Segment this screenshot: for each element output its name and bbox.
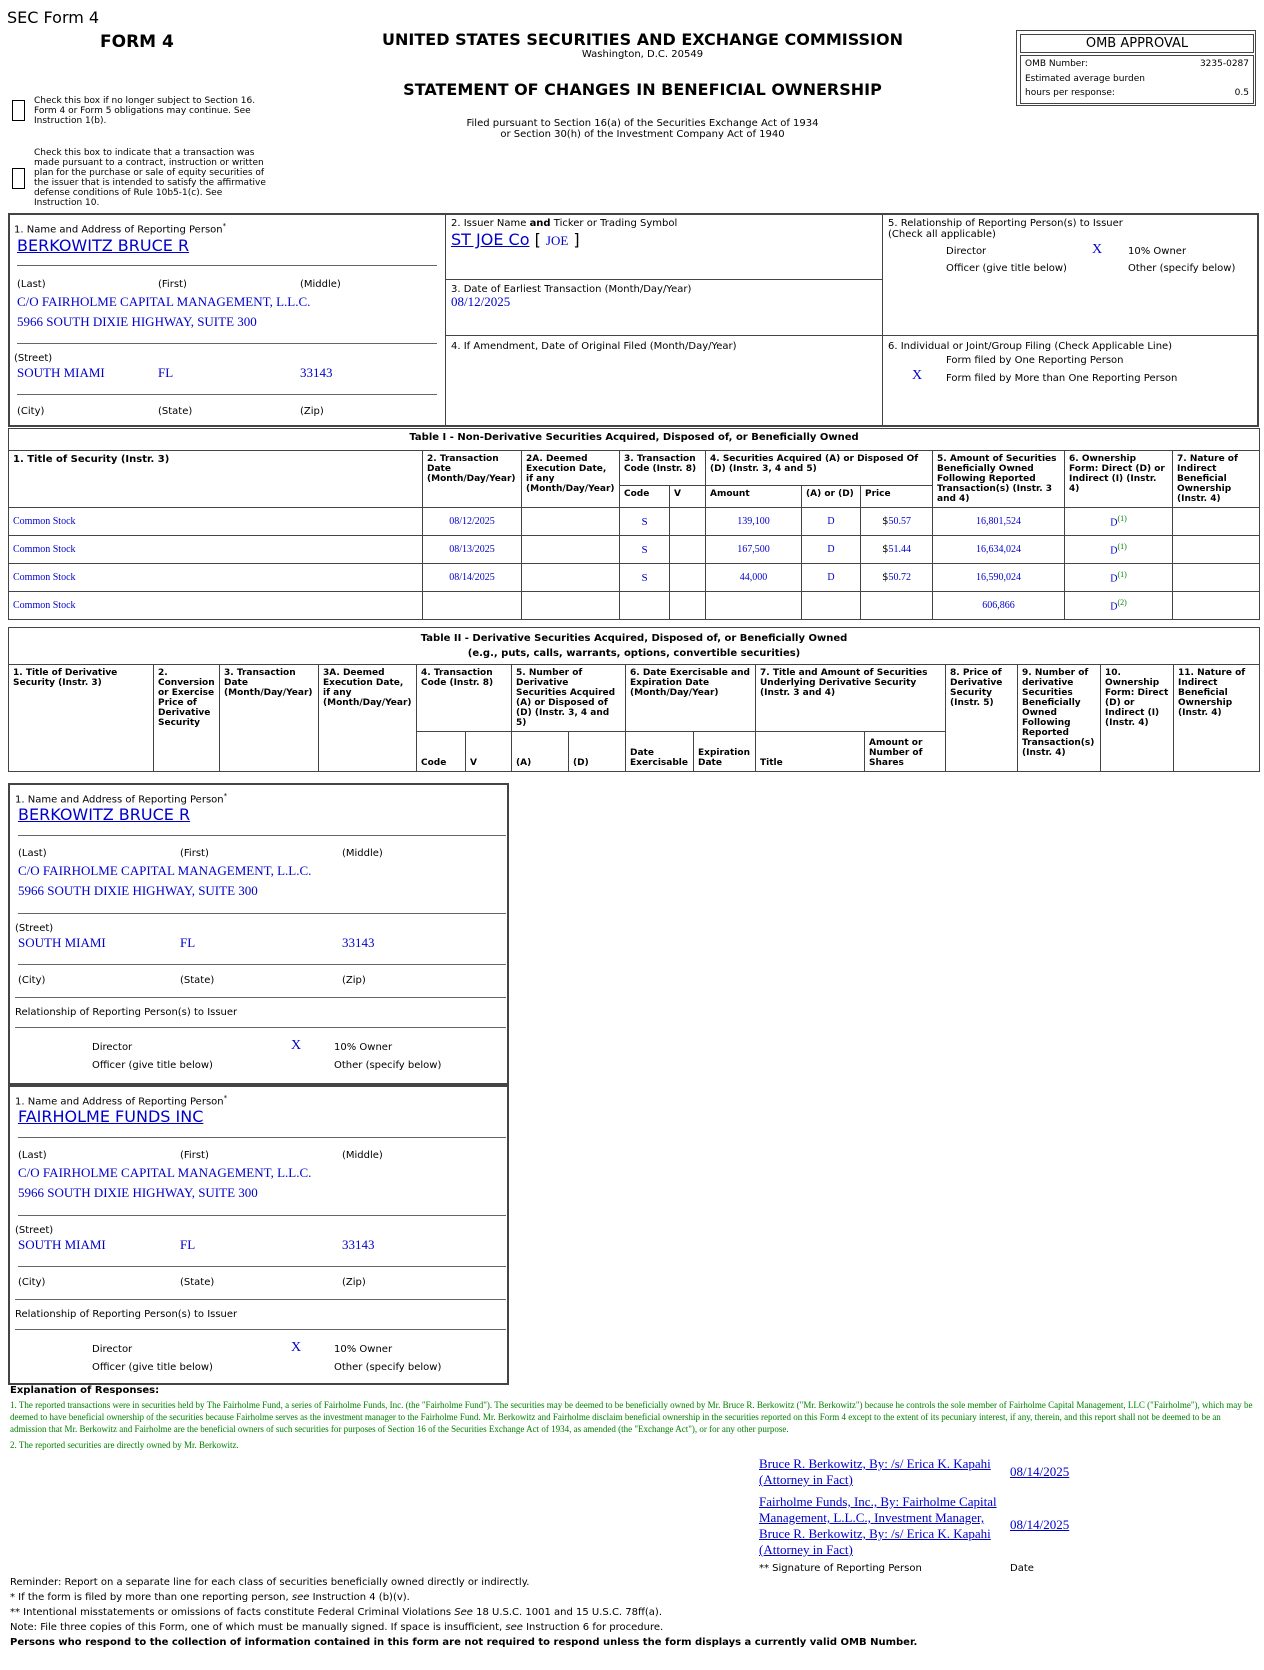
filed-pursuant-1: Filed pursuant to Section 16(a) of the Securities Exchange Act of 1934: [466, 118, 819, 129]
t1-h-title: 1. Title of Security (Instr. 3): [9, 451, 423, 508]
price: $50.72: [861, 564, 933, 592]
security-title: Common Stock: [9, 592, 423, 620]
zip-value: 33143: [342, 1237, 375, 1252]
more-person-mark: X: [912, 368, 923, 383]
ten-percent-owner-mark: X: [291, 1340, 302, 1355]
form-title: FORM 4: [100, 32, 174, 52]
rule10b5-text: Check this box to indicate that a transaction was made pursuant to a contract, instruction or written plan for the purchase or sale of equity securities of the issuer that is intended to satisfy the affirmative defense conditions of Rule 10b5-1(c). See Instruction 10.: [34, 148, 266, 208]
person-label: 1. Name and Address of Reporting Person*: [15, 1094, 228, 1108]
middle-label: (Middle): [342, 848, 383, 859]
nature-indirect: [1173, 592, 1260, 620]
director-label: Director: [946, 246, 987, 257]
transaction-date: 08/12/2025: [423, 508, 522, 536]
last-label: (Last): [18, 848, 47, 859]
person-name-link[interactable]: BERKOWITZ BRUCE R: [18, 805, 191, 824]
issuer-line: ST JOE Co [ JOE ]: [451, 230, 580, 249]
rule10b5-checkbox[interactable]: [12, 168, 25, 189]
deemed-date: [522, 592, 620, 620]
t1-h-price: Price: [861, 485, 933, 507]
amount: 167,500: [706, 536, 802, 564]
acquired-disposed: D: [802, 536, 861, 564]
ownership-form: $D^{(1)}$: [1065, 508, 1173, 536]
transaction-code: S: [620, 508, 670, 536]
agency-city: Washington, D.C. 20549: [581, 49, 704, 60]
director-label: Director: [92, 1344, 133, 1355]
ten-percent-owner-mark: X: [291, 1038, 302, 1053]
signature-2-date[interactable]: 08/14/2025: [1010, 1517, 1070, 1532]
deemed-date: [522, 508, 620, 536]
other-label: Other (specify below): [1128, 263, 1236, 274]
t1-h-acquired: 4. Securities Acquired (A) or Disposed Of (D) (Instr. 3, 4 and 5): [706, 451, 933, 486]
t2-h-owned: 9. Number of derivative Securities Beneficially Owned Following Reported Transaction(s) (Instr. 4): [1018, 665, 1101, 772]
price: $51.44: [861, 536, 933, 564]
t1-h-date: 2. Transaction Date (Month/Day/Year): [423, 451, 522, 508]
ownership-form: $D^{(1)}$: [1065, 564, 1173, 592]
acquired-disposed: [802, 592, 861, 620]
city-value: SOUTH MIAMI: [18, 1237, 106, 1252]
filed-pursuant-2: or Section 30(h) of the Investment Company Act of 1940: [500, 129, 785, 140]
t1-h-deemed: 2A. Deemed Execution Date, if any (Month/Day/Year): [522, 451, 620, 508]
t1-h-owned: 5. Amount of Securities Beneficially Owned Following Reported Transaction(s) (Instr. 3 and 4): [933, 451, 1065, 508]
footnote-ref: (2): [1117, 598, 1127, 608]
other-label: Other (specify below): [334, 1060, 442, 1071]
acquired-disposed: D: [802, 564, 861, 592]
ten-percent-owner-mark: X: [1092, 242, 1103, 257]
security-title: Common Stock: [9, 536, 423, 564]
city-label: (City): [17, 406, 45, 417]
person-name-link[interactable]: FAIRHOLME FUNDS INC: [18, 1107, 204, 1126]
omb-number: 3235-0287: [1199, 59, 1249, 69]
transaction-date: 08/14/2025: [423, 564, 522, 592]
city-label: (City): [18, 1277, 46, 1288]
price: [861, 592, 933, 620]
t1-h-form: 6. Ownership Form: Direct (D) or Indirect (I) (Instr. 4): [1065, 451, 1173, 508]
date-label: Date: [1010, 1563, 1034, 1574]
acquired-disposed: D: [802, 508, 861, 536]
ownership-form: $D^{(1)}$: [1065, 536, 1173, 564]
middle-label: (Middle): [342, 1150, 383, 1161]
v-flag: [670, 564, 706, 592]
relationship-label: Relationship of Reporting Person(s) to Issuer: [15, 1007, 238, 1018]
amount: 44,000: [706, 564, 802, 592]
address-line-2: 5966 SOUTH DIXIE HIGHWAY, SUITE 300: [18, 1185, 258, 1200]
state-value: FL: [180, 1237, 196, 1252]
ticker-symbol: JOE: [545, 233, 569, 248]
section16-text: Check this box if no longer subject to Section 16. Form 4 or Form 5 obligations may continue. See Instruction 1(b).: [34, 96, 256, 126]
sec-form-label: SEC Form 4: [7, 8, 100, 27]
owned-following: 16,634,024: [933, 536, 1065, 564]
city-label: (City): [18, 975, 46, 986]
table-ii-title: Table II - Derivative Securities Acquired, Disposed of, or Beneficially Owned (e.g., puts, calls, warrants, options, convertible securities): [9, 628, 1260, 665]
other-label: Other (specify below): [334, 1362, 442, 1373]
t2-h-code-sub: Code: [417, 732, 466, 772]
t2-h-deemed: 3A. Deemed Execution Date, if any (Month/Day/Year): [319, 665, 417, 772]
zip-label: (Zip): [342, 975, 366, 986]
footer-misstatements: ** Intentional misstatements or omissions of facts constitute Federal Criminal Violations See 18 U.S.C. 1001 and 15 U.S.C. 78ff(a).: [10, 1607, 663, 1618]
t1-h-aord: (A) or (D): [802, 485, 861, 507]
ten-percent-owner-label: 10% Owner: [334, 1042, 393, 1053]
footnote-ref: (1): [1117, 570, 1127, 580]
signature-1[interactable]: Bruce R. Berkowitz, By: /s/ Erica K. Kapahi (Attorney in Fact): [759, 1456, 991, 1487]
box4-label: 4. If Amendment, Date of Original Filed (Month/Day/Year): [451, 341, 737, 352]
t2-h-form: 10. Ownership Form: Direct (D) or Indirect (I) (Instr. 4): [1101, 665, 1174, 772]
relationship-label: Relationship of Reporting Person(s) to Issuer: [15, 1309, 238, 1320]
earliest-transaction-date: 08/12/2025: [451, 294, 511, 309]
v-flag: [670, 592, 706, 620]
last-label: (Last): [17, 279, 46, 290]
street-label: (Street): [15, 1225, 54, 1236]
state-value: FL: [158, 365, 174, 380]
t2-h-d: (D): [569, 732, 626, 772]
box1-label: 1. Name and Address of Reporting Person*: [14, 222, 227, 236]
transaction-code: S: [620, 536, 670, 564]
amount: [706, 592, 802, 620]
footer-multiple: * If the form is filed by more than one reporting person, see Instruction 4 (b)(v).: [10, 1592, 410, 1603]
nature-indirect: [1173, 508, 1260, 536]
omb-hours-label: hours per response:: [1025, 88, 1115, 98]
box3-label: 3. Date of Earliest Transaction (Month/Day/Year): [451, 284, 692, 295]
t2-h-price: 8. Price of Derivative Security (Instr. 5): [946, 665, 1018, 772]
footer-omb-notice: Persons who respond to the collection of information contained in this form are not required to respond unless the form displays a currently valid OMB Number.: [10, 1637, 918, 1648]
t2-h-underlying: 7. Title and Amount of Securities Underlying Derivative Security (Instr. 3 and 4): [756, 665, 946, 732]
footer-note: Note: File three copies of this Form, one of which must be manually signed. If space is insufficient, see Instruction 6 for procedure.: [10, 1622, 664, 1633]
ten-percent-owner-label: 10% Owner: [1128, 246, 1187, 257]
t2-h-underlying-title: Title: [756, 732, 865, 772]
zip-label: (Zip): [300, 406, 324, 417]
footnote-ref: (1): [1117, 514, 1127, 524]
omb-approval-box: [1016, 30, 1256, 106]
table-i-title: Table I - Non-Derivative Securities Acquired, Disposed of, or Beneficially Owned: [9, 429, 1260, 451]
t2-h-conversion: 2. Conversion or Exercise Price of Derivative Security: [154, 665, 220, 772]
officer-label: Officer (give title below): [92, 1362, 213, 1373]
address-line-1: C/O FAIRHOLME CAPITAL MANAGEMENT, L.L.C.: [17, 294, 311, 309]
reporting-person-box: [8, 783, 509, 1085]
explanation-title: Explanation of Responses:: [10, 1385, 160, 1396]
omb-burden-label: Estimated average burden: [1025, 74, 1145, 84]
t2-h-shares: Amount or Number of Shares: [865, 732, 946, 772]
person-label: 1. Name and Address of Reporting Person*: [15, 792, 228, 806]
address-line-2: 5966 SOUTH DIXIE HIGHWAY, SUITE 300: [18, 883, 258, 898]
table-row: [9, 536, 1260, 564]
t2-h-exercisable: 6. Date Exercisable and Expiration Date (Month/Day/Year): [626, 665, 756, 732]
t2-h-v: V: [466, 732, 512, 772]
statement-title: STATEMENT OF CHANGES IN BENEFICIAL OWNERSHIP: [403, 80, 882, 99]
footer-reminder: Reminder: Report on a separate line for each class of securities beneficially owned directly or indirectly.: [10, 1577, 530, 1588]
table-row: [9, 592, 1260, 620]
t1-h-code-sub: Code: [620, 485, 670, 507]
last-label: (Last): [18, 1150, 47, 1161]
t2-h-number: 5. Number of Derivative Securities Acquired (A) or Disposed of (D) (Instr. 3, 4 and 5): [512, 665, 626, 732]
owned-following: 606,866: [933, 592, 1065, 620]
signature-2[interactable]: Fairholme Funds, Inc., By: Fairholme Capital Management, L.L.C., Investment Manager, Bruce R. Berkowitz, By: /s/ Erica K. Kapahi (Attorney in Fact): [759, 1494, 997, 1557]
deemed-date: [522, 536, 620, 564]
box5-label: 5. Relationship of Reporting Person(s) to Issuer: [888, 218, 1123, 229]
signature-1-date[interactable]: 08/14/2025: [1010, 1464, 1070, 1479]
omb-title: OMB APPROVAL: [1020, 34, 1254, 53]
section16-checkbox[interactable]: [12, 100, 25, 121]
price: $50.57: [861, 508, 933, 536]
footnote-ref: (1): [1117, 542, 1127, 552]
security-title: Common Stock: [9, 564, 423, 592]
box6-label: 6. Individual or Joint/Group Filing (Check Applicable Line): [888, 341, 1173, 352]
street-label: (Street): [15, 923, 54, 934]
box5-sub: (Check all applicable): [888, 229, 996, 240]
issuer-name-link[interactable]: ST JOE Co: [451, 230, 530, 249]
box2-label: 2. Issuer Name and Ticker or Trading Symbol: [451, 218, 678, 229]
first-label: (First): [180, 848, 209, 859]
v-flag: [670, 536, 706, 564]
nature-indirect: [1173, 564, 1260, 592]
reporting-person-name-link[interactable]: BERKOWITZ BRUCE R: [17, 236, 190, 255]
middle-label: (Middle): [300, 279, 341, 290]
t2-h-a: (A): [512, 732, 569, 772]
first-label: (First): [158, 279, 187, 290]
amount: 139,100: [706, 508, 802, 536]
zip-value: 33143: [300, 365, 333, 380]
deemed-date: [522, 564, 620, 592]
first-label: (First): [180, 1150, 209, 1161]
director-label: Director: [92, 1042, 133, 1053]
state-label: (State): [180, 975, 215, 986]
t2-h-nature: 11. Nature of Indirect Beneficial Ownership (Instr. 4): [1174, 665, 1260, 772]
address-line-1: C/O FAIRHOLME CAPITAL MANAGEMENT, L.L.C.: [18, 863, 312, 878]
zip-label: (Zip): [342, 1277, 366, 1288]
transaction-date: 08/13/2025: [423, 536, 522, 564]
footnote-1: 1. The reported transactions were in securities held by The Fairholme Fund, a series of Fairholme Funds, Inc. (the "Fairholme Fund"). The securities may be deemed to be beneficially owned by Mr. Bruce R. Berkowitz ("Mr. Berkowitz") because he controls the sole member of Fairholme Capital Management, LLC ("Fairholme"), which may be deemed to have beneficial ownership of the securities because Fairholme serves as the investment manager to the Fairholme Fund. Mr. Berkowitz and Fairholme disclaim beneficial ownership in the securities reported on this Form 4 except to the extent of its pecuniary interest, if any, therein, and this report shall not be deemed to be an admission that Mr. Berkowitz and Fairholme are the beneficial owners of such securities for purposes of Section 16 of the Securities Exchange Act of 1934, as amended (the "Exchange Act"), or for any other purpose.: [10, 1400, 1253, 1434]
state-label: (State): [180, 1277, 215, 1288]
city-value: SOUTH MIAMI: [17, 365, 105, 380]
officer-label: Officer (give title below): [946, 263, 1067, 274]
ten-percent-owner-label: 10% Owner: [334, 1344, 393, 1355]
t2-h-code: 4. Transaction Code (Instr. 8): [417, 665, 512, 732]
t1-h-v: V: [670, 485, 706, 507]
transaction-code: S: [620, 564, 670, 592]
officer-label: Officer (give title below): [92, 1060, 213, 1071]
reporting-person-box: [8, 1085, 509, 1385]
nature-indirect: [1173, 536, 1260, 564]
city-value: SOUTH MIAMI: [18, 935, 106, 950]
table-ii: [8, 627, 1260, 772]
address-line-2: 5966 SOUTH DIXIE HIGHWAY, SUITE 300: [17, 314, 257, 329]
t1-h-amount: Amount: [706, 485, 802, 507]
transaction-code: [620, 592, 670, 620]
t2-h-date-exercisable: Date Exercisable: [626, 732, 694, 772]
one-person-label: Form filed by One Reporting Person: [946, 355, 1124, 366]
owned-following: 16,590,024: [933, 564, 1065, 592]
ownership-form: $D^{(2)}$: [1065, 592, 1173, 620]
omb-hours: 0.5: [1234, 88, 1249, 98]
address-line-1: C/O FAIRHOLME CAPITAL MANAGEMENT, L.L.C.: [18, 1165, 312, 1180]
transaction-date: [423, 592, 522, 620]
table-i: [8, 428, 1260, 620]
t2-h-expiration: Expiration Date: [694, 732, 756, 772]
t2-h-title: 1. Title of Derivative Security (Instr. 3): [9, 665, 154, 772]
owned-following: 16,801,524: [933, 508, 1065, 536]
footnote-2: 2. The reported securities are directly owned by Mr. Berkowitz.: [10, 1440, 239, 1450]
v-flag: [670, 508, 706, 536]
state-value: FL: [180, 935, 196, 950]
t1-h-nature: 7. Nature of Indirect Beneficial Ownership (Instr. 4): [1173, 451, 1260, 508]
more-person-label: Form filed by More than One Reporting Person: [946, 373, 1178, 384]
street-label: (Street): [14, 353, 53, 364]
state-label: (State): [158, 406, 193, 417]
signature-label: ** Signature of Reporting Person: [759, 1563, 922, 1574]
t2-h-date: 3. Transaction Date (Month/Day/Year): [220, 665, 319, 772]
omb-number-label: OMB Number:: [1025, 59, 1088, 69]
t1-h-code: 3. Transaction Code (Instr. 8): [620, 451, 706, 486]
table-row: [9, 508, 1260, 536]
security-title: Common Stock: [9, 508, 423, 536]
table-row: [9, 564, 1260, 592]
agency-title: UNITED STATES SECURITIES AND EXCHANGE COMMISSION: [382, 30, 903, 49]
zip-value: 33143: [342, 935, 375, 950]
